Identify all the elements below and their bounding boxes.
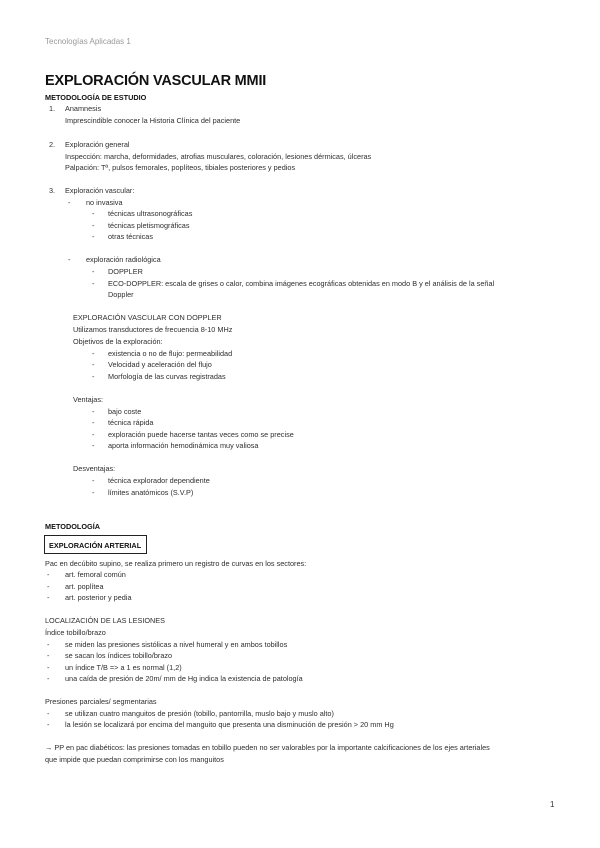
list-item: aporta información hemodinámica muy valiosa	[108, 441, 259, 450]
dash: -	[47, 674, 50, 683]
dash: -	[68, 198, 71, 207]
note-line: que impide que puedan comprimirse con los manguitos	[45, 755, 224, 764]
dash: -	[47, 570, 50, 579]
list-item: un índice T/B => a 1 es normal (1,2)	[65, 663, 182, 672]
dash: -	[92, 488, 95, 497]
lesiones-subheading: Índice tobillo/brazo	[45, 628, 106, 637]
dash: -	[92, 209, 95, 218]
list-item: límites anatómicos (S.V.P)	[108, 488, 194, 497]
dash: -	[47, 640, 50, 649]
dash: -	[92, 372, 95, 381]
presiones-heading: Presiones parciales/ segmentarias	[45, 697, 157, 706]
doppler-heading: EXPLORACIÓN VASCULAR CON DOPPLER	[73, 313, 222, 322]
list-item: art. poplítea	[65, 582, 104, 591]
desventajas-label: Desventajas:	[73, 464, 116, 473]
list-item: técnica rápida	[108, 418, 154, 427]
dash: -	[68, 255, 71, 264]
dash: -	[92, 430, 95, 439]
list-item: se utilizan cuatro manguitos de presión (tobillo, pantorrilla, muslo bajo y muslo alto)	[65, 709, 334, 718]
dash: -	[47, 593, 50, 602]
list-item: se sacan los índices tobillo/brazo	[65, 651, 173, 660]
lesiones-heading: LOCALIZACIÓN DE LAS LESIONES	[45, 616, 166, 625]
arterial-box-label: EXPLORACIÓN ARTERIAL	[49, 541, 142, 550]
metodologia-intro: Pac en decúbito supino, se realiza primero un registro de curvas en los sectores:	[45, 559, 307, 568]
dash: -	[92, 441, 95, 450]
running-header: Tecnologías Aplicadas 1	[45, 37, 131, 46]
list-number-1: 1.	[49, 104, 56, 113]
list-item: Morfología de las curvas registradas	[108, 372, 226, 381]
doppler-text: Utilizamos transductores de frecuencia 8-10 MHz	[73, 325, 233, 334]
arterial-box	[44, 535, 147, 554]
list-number-2: 2.	[49, 140, 56, 149]
list-item: técnicas pletismográficas	[108, 221, 190, 230]
page-title: EXPLORACIÓN VASCULAR MMII	[45, 73, 267, 89]
list-item: Velocidad y aceleración del flujo	[108, 360, 212, 369]
list-item: otras técnicas	[108, 232, 154, 241]
dash: -	[47, 582, 50, 591]
list-item: ECO-DOPPLER: escala de grises o calor, combina imágenes ecográficas obtenidas en modo B y el análisis de la señal	[108, 279, 495, 288]
item-anamnesis-text: Imprescindible conocer la Historia Clínica del paciente	[65, 116, 241, 125]
item-anamnesis-title: Anamnesis	[65, 104, 102, 113]
list-item: se miden las presiones sistólicas a nivel humeral y en ambos tobillos	[65, 640, 288, 649]
item-radiologica: exploración radiológica	[86, 255, 161, 264]
dash: -	[92, 360, 95, 369]
dash: -	[47, 663, 50, 672]
list-item: art. posterior y pedia	[65, 593, 132, 602]
list-item: técnica explorador dependiente	[108, 476, 210, 485]
page-number: 1	[550, 800, 555, 809]
dash: -	[92, 279, 95, 288]
list-item: técnicas ultrasonográficas	[108, 209, 193, 218]
list-item: existencia o no de flujo: permeabilidad	[108, 349, 233, 358]
note-line: → PP en pac diabéticos: las presiones tomadas en tobillo pueden no ser valorables por la importante calcificaciones de los ejes arteriales	[45, 743, 490, 752]
list-item: la lesión se localizará por encima del manguito que presenta una disminución de presión > 20 mm Hg	[65, 720, 394, 729]
dash: -	[92, 221, 95, 230]
doppler-text: Objetivos de la exploración:	[73, 337, 163, 346]
dash: -	[92, 476, 95, 485]
list-item: bajo coste	[108, 407, 142, 416]
dash: -	[92, 418, 95, 427]
section-subtitle: METODOLOGÍA DE ESTUDIO	[45, 93, 147, 102]
list-item: art. femoral común	[65, 570, 126, 579]
dash: -	[47, 720, 50, 729]
list-item: una caída de presión de 20m/ mm de Hg indica la existencia de patología	[65, 674, 303, 683]
item-no-invasiva: no invasiva	[86, 198, 123, 207]
dash: -	[47, 709, 50, 718]
list-item-continuation: Doppler	[108, 290, 134, 299]
item-general-title: Exploración general	[65, 140, 130, 149]
ventajas-label: Ventajas:	[73, 395, 104, 404]
metodologia-heading: METODOLOGÍA	[45, 522, 100, 531]
list-number-3: 3.	[49, 186, 56, 195]
list-item: exploración puede hacerse tantas veces como se precise	[108, 430, 294, 439]
list-item: DOPPLER	[108, 267, 143, 276]
item-general-inspeccion: Inspección: marcha, deformidades, atrofias musculares, coloración, lesiones dérmicas, úlceras	[65, 152, 372, 161]
dash: -	[47, 651, 50, 660]
dash: -	[92, 267, 95, 276]
item-general-palpacion: Palpación: Tª, pulsos femorales, poplíteos, tibiales posteriores y pedios	[65, 163, 296, 172]
dash: -	[92, 407, 95, 416]
item-vascular-title: Exploración vascular:	[65, 186, 135, 195]
dash: -	[92, 232, 95, 241]
dash: -	[92, 349, 95, 358]
